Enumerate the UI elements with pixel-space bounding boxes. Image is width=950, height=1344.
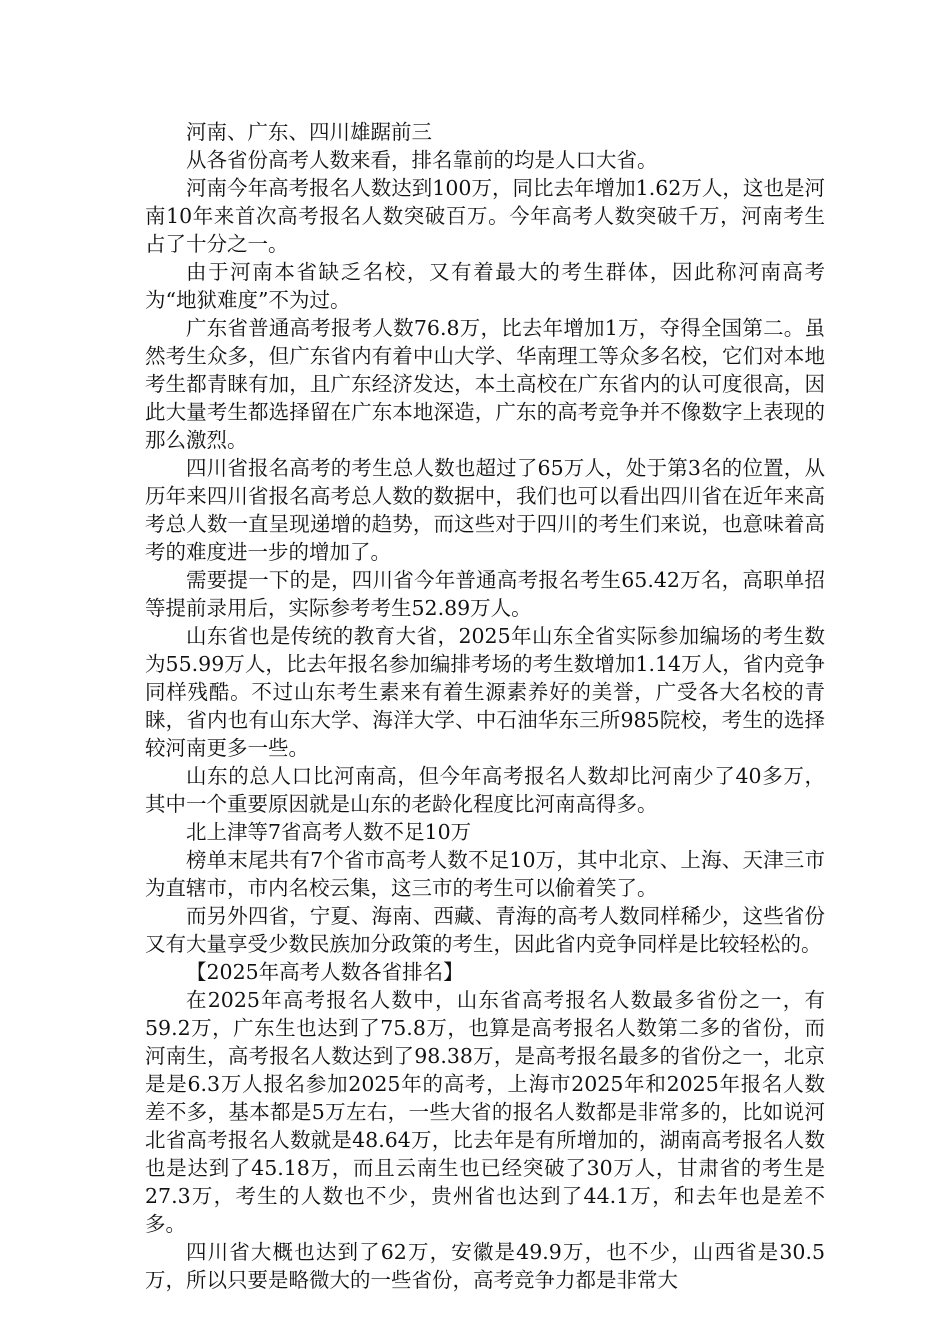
paragraph: 河南今年高考报名人数达到100万，同比去年增加1.62万人，这也是河南10年来首次高考报名人数突破百万。今年高考人数突破千万，河南考生占了十分之一。 (145, 176, 825, 256)
paragraph: 榜单末尾共有7个省市高考人数不足10万，其中北京、上海、天津三市为直辖市，市内名校云集，这三市的考生可以偷着笑了。 (145, 848, 825, 900)
paragraph: 四川省报名高考的考生总人数也超过了65万人，处于第3名的位置，从历年来四川省报名高考总人数的数据中，我们也可以看出四川省在近年来高考总人数一直呈现递增的趋势，而这些对于四川的考生们来说，也意味着高考的难度进一步的增加了。 (145, 456, 825, 564)
paragraph: 需要提一下的是，四川省今年普通高考报名考生65.42万名，高职单招等提前录用后，实际参考考生52.89万人。 (145, 568, 825, 620)
section-heading: 北上津等7省高考人数不足10万 (186, 820, 472, 844)
section-heading: 【2025年高考人数各省排名】 (186, 960, 464, 984)
paragraph: 山东省也是传统的教育大省，2025年山东全省实际参加编场的考生数为55.99万人，比去年报名参加编排考场的考生数增加1.14万人，省内竞争同样残酷。不过山东考生素来有着生源素养好的美誉，广受各大名校的青睐，省内也有山东大学、海洋大学、中石油华东三所985院校，考生的选择较河南更多一些。 (145, 624, 825, 760)
paragraph: 四川省大概也达到了62万，安徽是49.9万，也不少，山西省是30.5万，所以只要是略微大的一些省份，高考竞争力都是非常大 (145, 1240, 825, 1292)
paragraph: 在2025年高考报名人数中，山东省高考报名人数最多省份之一，有59.2万，广东生也达到了75.8万，也算是高考报名人数第二多的省份，而河南生，高考报名人数达到了98.38万，是高考报名最多的省份之一，北京是是6.3万人报名参加2025年的高考，上海市2025年和2025年报名人数差不多，基本都是5万左右，一些大省的报名人数都是非常多的，比如说河北省高考报名人数就是48.64万，比去年是有所增加的，湖南高考报名人数也是达到了45.18万，而且云南生也已经突破了30万人，甘肃省的考生是27.3万，考生的人数也不少，贵州省也达到了44.1万，和去年也是差不多。 (145, 988, 825, 1236)
paragraph: 山东的总人口比河南高，但今年高考报名人数却比河南少了40多万，其中一个重要原因就是山东的老龄化程度比河南高得多。 (145, 764, 825, 816)
paragraph: 由于河南本省缺乏名校，又有着最大的考生群体，因此称河南高考为“地狱难度”不为过。 (145, 260, 825, 312)
paragraph: 而另外四省，宁夏、海南、西藏、青海的高考人数同样稀少，这些省份又有大量享受少数民族加分政策的考生，因此省内竞争同样是比较轻松的。 (145, 904, 825, 956)
paragraph: 从各省份高考人数来看，排名靠前的均是人口大省。 (186, 148, 658, 172)
document-page (145, 118, 825, 1294)
section-heading: 河南、广东、四川雄踞前三 (186, 120, 432, 144)
paragraph: 广东省普通高考报考人数76.8万，比去年增加1万，夺得全国第二。虽然考生众多，但广东省内有着中山大学、华南理工等众多名校，它们对本地考生都青睐有加，且广东经济发达，本土高校在广东省内的认可度很高，因此大量考生都选择留在广东本地深造，广东的高考竞争并不像数字上表现的那么激烈。 (145, 316, 825, 452)
